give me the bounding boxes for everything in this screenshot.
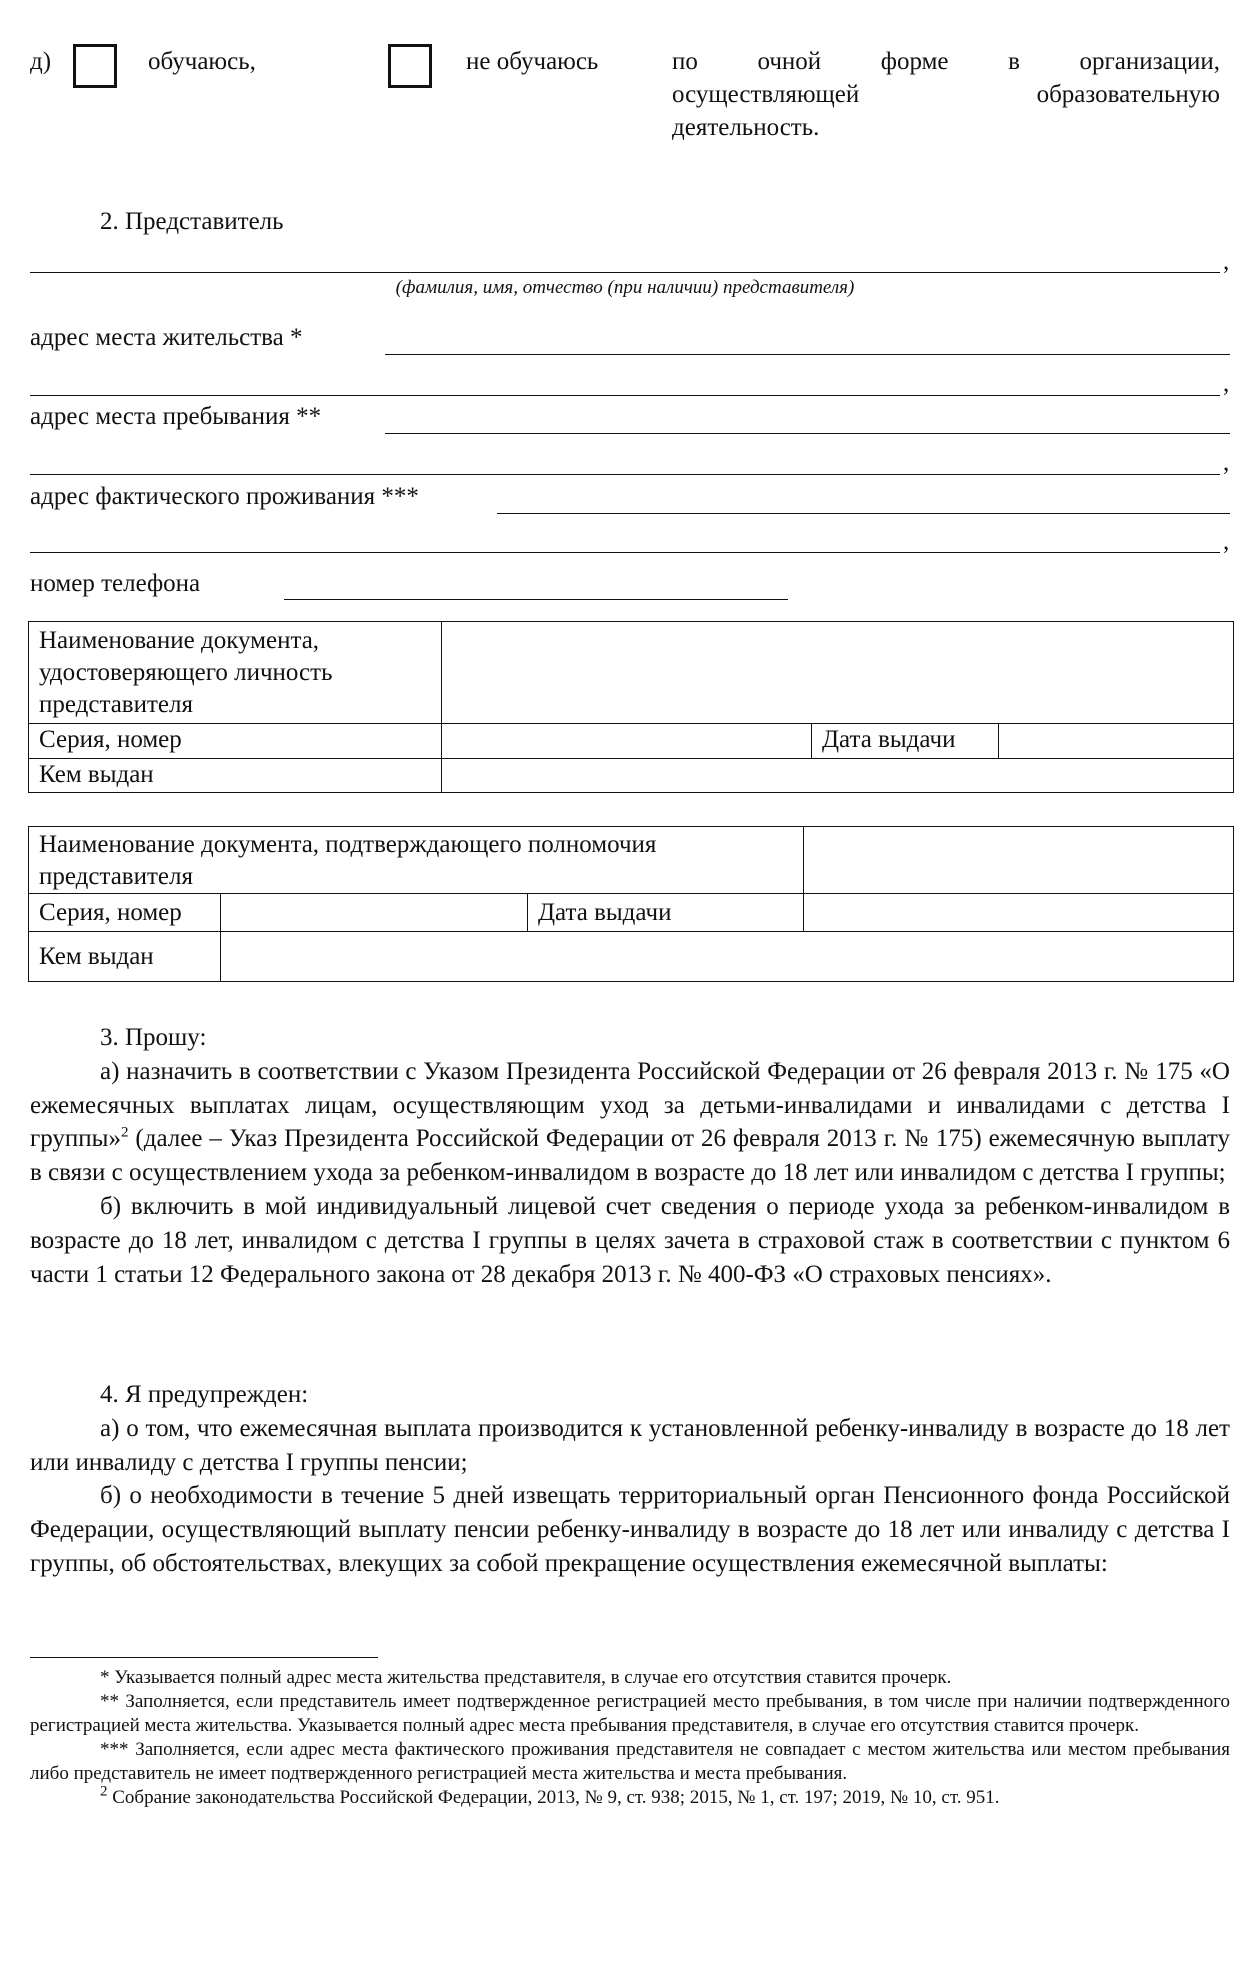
item-d-text-line1 (672, 46, 1220, 78)
authority-series-cell[interactable] (221, 894, 528, 932)
item-d-letter: д) (30, 48, 52, 75)
authority-issued-by-cell[interactable] (221, 932, 1234, 982)
identity-issued-by-label: Кем выдан (29, 759, 442, 793)
footnote-1: * Указывается полный адрес места жительства представителя, в случае его отсутствия ставится прочерк. (100, 1667, 952, 1688)
authority-doc-name-label: Наименование документа, подтверждающего полномочия представителя (29, 827, 804, 894)
item-d-word: форме (880, 48, 949, 75)
studying-checkbox[interactable] (73, 44, 117, 88)
identity-issued-by-cell[interactable] (442, 759, 1234, 793)
address-stay-field[interactable] (385, 433, 1230, 434)
phone-label: номер телефона (30, 570, 201, 597)
address-actual-field-line2[interactable] (30, 552, 1220, 553)
identity-date-label: Дата выдачи (812, 724, 999, 759)
footnote-4-mark: 2 (100, 1783, 108, 1800)
footnotes (30, 1666, 1230, 1810)
section-3-item-a-text: а) назначить в соответствии с Указом Президента Российской Федерации от 26 февраля 2013 г. № 175 «О ежемесячных выплатах лицам, осуществляющим уход за детьми-инвалидами и инвалидами с детства I группы» (30, 1057, 1230, 1153)
item-d-text-line2 (672, 79, 1220, 111)
identity-doc-name-cell[interactable] (442, 622, 1234, 724)
section-3-heading: 3. Прошу: (100, 1024, 207, 1051)
address-actual-field[interactable] (497, 513, 1230, 514)
identity-date-cell[interactable] (999, 724, 1234, 759)
phone-field[interactable] (284, 599, 788, 600)
section-4-heading: 4. Я предупрежден: (100, 1381, 309, 1408)
section-4 (30, 1378, 1230, 1581)
section-3-item-b: б) включить в мой индивидуальный лицевой счет сведения о периоде ухода за ребенком-инвалидом в возрасте до 18 лет, инвалидом с детства I группы в целях зачета в страховой стаж в соответствии с пунктом 6 части 1 статьи 12 Федерального закона от 28 декабря 2013 г. № 400-ФЗ «О страховых пенсиях». (30, 1192, 1230, 1288)
footnote-2: ** Заполняется, если представитель имеет подтвержденное регистрацией место пребывания, в том числе при наличии подтвержденного регистрацией места жительства. Указывается полный адрес места пребывания представителя, в случае его отсутствия ставится прочерк. (30, 1691, 1230, 1736)
comma: , (1223, 528, 1230, 555)
address-residence-field[interactable] (385, 354, 1230, 355)
address-residence-field-line2[interactable] (30, 395, 1220, 396)
item-d-word: в (1008, 48, 1020, 75)
address-actual-label: адрес фактического проживания *** (30, 483, 419, 510)
section-3-item-a (30, 1055, 1230, 1190)
authority-issued-by-label: Кем выдан (29, 932, 221, 982)
item-d-text-line3: деятельность. (672, 114, 820, 141)
item-d-word: образовательную (1036, 81, 1220, 108)
not-studying-label: не обучаюсь (466, 48, 599, 75)
section-3-item-a-text-cont: (далее – Указ Президента Российской Федерации от 26 февраля 2013 г. № 175) ежемесячную выплату в связи с осуществлением ухода за ребенком-инвалидом в возрасте до 18 лет или инвалидом с детства I группы; (30, 1125, 1230, 1187)
item-d-word: очной (757, 48, 822, 75)
authority-date-cell[interactable] (804, 894, 1234, 932)
fio-caption: (фамилия, имя, отчество (при наличии) представителя) (395, 277, 855, 298)
address-stay-field-line2[interactable] (30, 474, 1220, 475)
studying-label: обучаюсь, (148, 48, 256, 75)
identity-series-cell[interactable] (442, 724, 812, 759)
section-4-item-b: б) о необходимости в течение 5 дней извещать территориальный орган Пенсионного фонда Российской Федерации, осуществляющий выплату пенсии ребенку-инвалиду в возрасте до 18 лет или инвалиду с детства I группы, об обстоятельствах, влекущих за собой прекращение осуществления ежемесячной выплаты: (30, 1482, 1230, 1577)
comma: , (1223, 370, 1230, 397)
address-residence-label: адрес места жительства * (30, 324, 303, 351)
item-d-word: организации, (1079, 48, 1220, 75)
section-3 (30, 1021, 1230, 1291)
footnote-4-text: Собрание законодательства Российской Федерации, 2013, № 9, ст. 938; 2015, № 1, ст. 197; 2019, № 10, ст. 951. (107, 1787, 1000, 1808)
address-stay-label: адрес места пребывания ** (30, 403, 322, 430)
authority-document-table (28, 826, 1234, 982)
authority-series-label: Серия, номер (29, 894, 221, 932)
representative-name-field[interactable] (30, 272, 1220, 273)
section-2-heading: 2. Представитель (100, 208, 284, 235)
identity-document-table (28, 621, 1234, 793)
footnote-4 (30, 1783, 1230, 1810)
footnote-ref-2: 2 (120, 1125, 129, 1142)
authority-doc-name-cell[interactable] (804, 827, 1234, 894)
footnote-separator (30, 1657, 378, 1658)
comma: , (1223, 449, 1230, 476)
authority-date-label: Дата выдачи (528, 894, 804, 932)
not-studying-checkbox[interactable] (388, 44, 432, 88)
item-d-word: осуществляющей (672, 81, 860, 108)
identity-series-label: Серия, номер (29, 724, 442, 759)
identity-doc-name-label: Наименование документа, удостоверяющего личность представителя (29, 622, 442, 724)
footnote-3: *** Заполняется, если адрес места фактического проживания представителя не совпадает с местом жительства или местом пребывания либо представитель не имеет подтвержденного регистрацией места жительства и места пребывания. (30, 1739, 1230, 1784)
item-d-word: по (672, 48, 698, 75)
section-4-item-a: а) о том, что ежемесячная выплата производится к установленной ребенку-инвалиду в возрасте до 18 лет или инвалиду с детства I группы пенсии; (30, 1414, 1230, 1476)
comma: , (1223, 248, 1230, 275)
